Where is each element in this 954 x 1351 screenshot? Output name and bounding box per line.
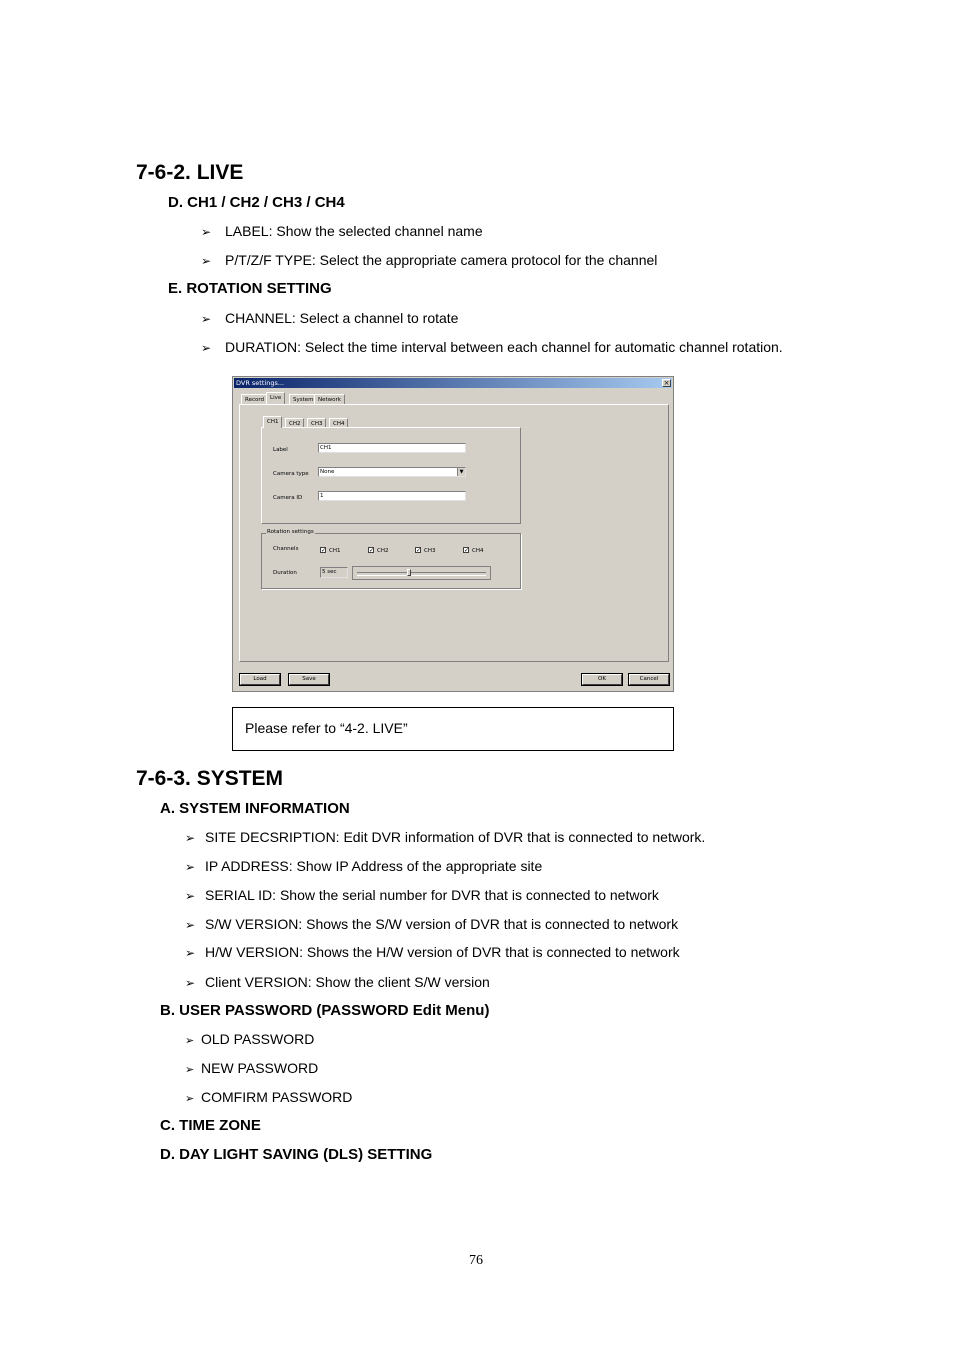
list-item: ➢ IP ADDRESS: Show IP Address of the appropriate site [185, 858, 543, 874]
note-box [232, 707, 674, 751]
rotation-settings-group [261, 533, 521, 589]
section-title-system: 7-6-3. SYSTEM [136, 767, 284, 790]
label-caption: Label [273, 447, 288, 453]
list-item: ➢ CHANNEL: Select a channel to rotate [201, 310, 459, 326]
heading-c-time-zone: C. TIME ZONE [160, 1117, 261, 1134]
tab-ch4[interactable]: CH4 [329, 418, 348, 428]
tab-ch2[interactable]: CH2 [285, 418, 304, 428]
tab-live[interactable]: Live [266, 392, 285, 404]
duration-slider[interactable] [352, 566, 491, 580]
list-item: ➢ DURATION: Select the time interval between each channel for automatic channel rotation. [201, 339, 783, 355]
arrow-bullet-icon: ➢ [201, 341, 212, 355]
duration-value: 5 sec [320, 567, 348, 578]
heading-b-user-password: B. USER PASSWORD (PASSWORD Edit Menu) [160, 1002, 490, 1019]
arrow-bullet-icon: ➢ [201, 254, 212, 268]
cancel-button[interactable]: Cancel [629, 674, 669, 685]
list-item: ➢ H/W VERSION: Shows the H/W version of DVR that is connected to network [185, 944, 680, 960]
arrow-bullet-icon: ➢ [201, 225, 212, 239]
duration-caption: Duration [273, 570, 297, 576]
camera-id-input[interactable]: 1 [318, 491, 466, 501]
chevron-down-icon[interactable]: ▼ [457, 468, 465, 476]
tab-record[interactable]: Record [241, 394, 268, 404]
tab-network[interactable]: Network [314, 394, 345, 404]
list-item: ➢ SERIAL ID: Show the serial number for DVR that is connected to network [185, 887, 659, 903]
channels-caption: Channels [273, 546, 299, 552]
save-button[interactable]: Save [289, 674, 329, 685]
camera-type-select[interactable]: None ▼ [318, 467, 466, 477]
load-button[interactable]: Load [240, 674, 280, 685]
heading-a-system-information: A. SYSTEM INFORMATION [160, 800, 350, 817]
heading-d-day-light-saving: D. DAY LIGHT SAVING (DLS) SETTING [160, 1146, 433, 1163]
tab-ch3[interactable]: CH3 [307, 418, 326, 428]
arrow-bullet-icon: ➢ [185, 1063, 195, 1076]
camera-id-caption: Camera ID [273, 495, 303, 501]
dialog-title-bar [234, 378, 672, 388]
label-input[interactable]: CH1 [318, 443, 466, 453]
ch2-checkbox-label: CH2 [377, 548, 389, 554]
ch3-checkbox[interactable]: ✓ [416, 547, 422, 554]
arrow-bullet-icon: ➢ [185, 860, 196, 874]
list-item: ➢ Client VERSION: Show the client S/W version [185, 974, 490, 990]
ok-button[interactable]: OK [582, 674, 622, 685]
list-item: ➢ LABEL: Show the selected channel name [201, 223, 483, 239]
list-item: ➢ SITE DECSRIPTION: Edit DVR information of DVR that is connected to network. [185, 829, 706, 845]
close-icon[interactable]: × [663, 379, 670, 387]
arrow-bullet-icon: ➢ [185, 918, 196, 932]
ch1-checkbox-label: CH1 [329, 548, 341, 554]
note-text: Please refer to “4-2. LIVE” [245, 720, 408, 736]
camera-type-caption: Camera type [273, 471, 309, 477]
heading-e-rotation: E. ROTATION SETTING [168, 280, 332, 297]
tab-system[interactable]: System [289, 394, 318, 404]
arrow-bullet-icon: ➢ [185, 889, 196, 903]
tab-ch1[interactable]: CH1 [263, 416, 282, 428]
section-title-live: 7-6-2. LIVE [136, 161, 244, 184]
slider-thumb[interactable] [407, 569, 411, 576]
arrow-bullet-icon: ➢ [201, 312, 212, 326]
ch1-checkbox[interactable]: ✓ [321, 547, 327, 554]
arrow-bullet-icon: ➢ [185, 976, 196, 990]
ch3-checkbox-label: CH3 [424, 548, 436, 554]
list-item: ➢ COMFIRM PASSWORD [185, 1089, 353, 1105]
heading-d-channels: D. CH1 / CH2 / CH3 / CH4 [168, 194, 345, 211]
rotation-group-caption: Rotation settings [267, 529, 314, 535]
dvr-settings-dialog [232, 376, 674, 692]
list-item: ➢ P/T/Z/F TYPE: Select the appropriate camera protocol for the channel [201, 252, 658, 268]
list-item: ➢ NEW PASSWORD [185, 1060, 319, 1076]
ch4-checkbox[interactable]: ✓ [464, 547, 470, 554]
arrow-bullet-icon: ➢ [185, 831, 196, 845]
ch2-checkbox[interactable]: ✓ [369, 547, 375, 554]
list-item: ➢ S/W VERSION: Shows the S/W version of DVR that is connected to network [185, 916, 679, 932]
dialog-title: DVR settings... [236, 379, 285, 387]
arrow-bullet-icon: ➢ [185, 946, 196, 960]
page-number: 76 [469, 1253, 483, 1268]
list-item: ➢ OLD PASSWORD [185, 1031, 315, 1047]
arrow-bullet-icon: ➢ [185, 1092, 195, 1105]
arrow-bullet-icon: ➢ [185, 1034, 195, 1047]
ch4-checkbox-label: CH4 [472, 548, 484, 554]
